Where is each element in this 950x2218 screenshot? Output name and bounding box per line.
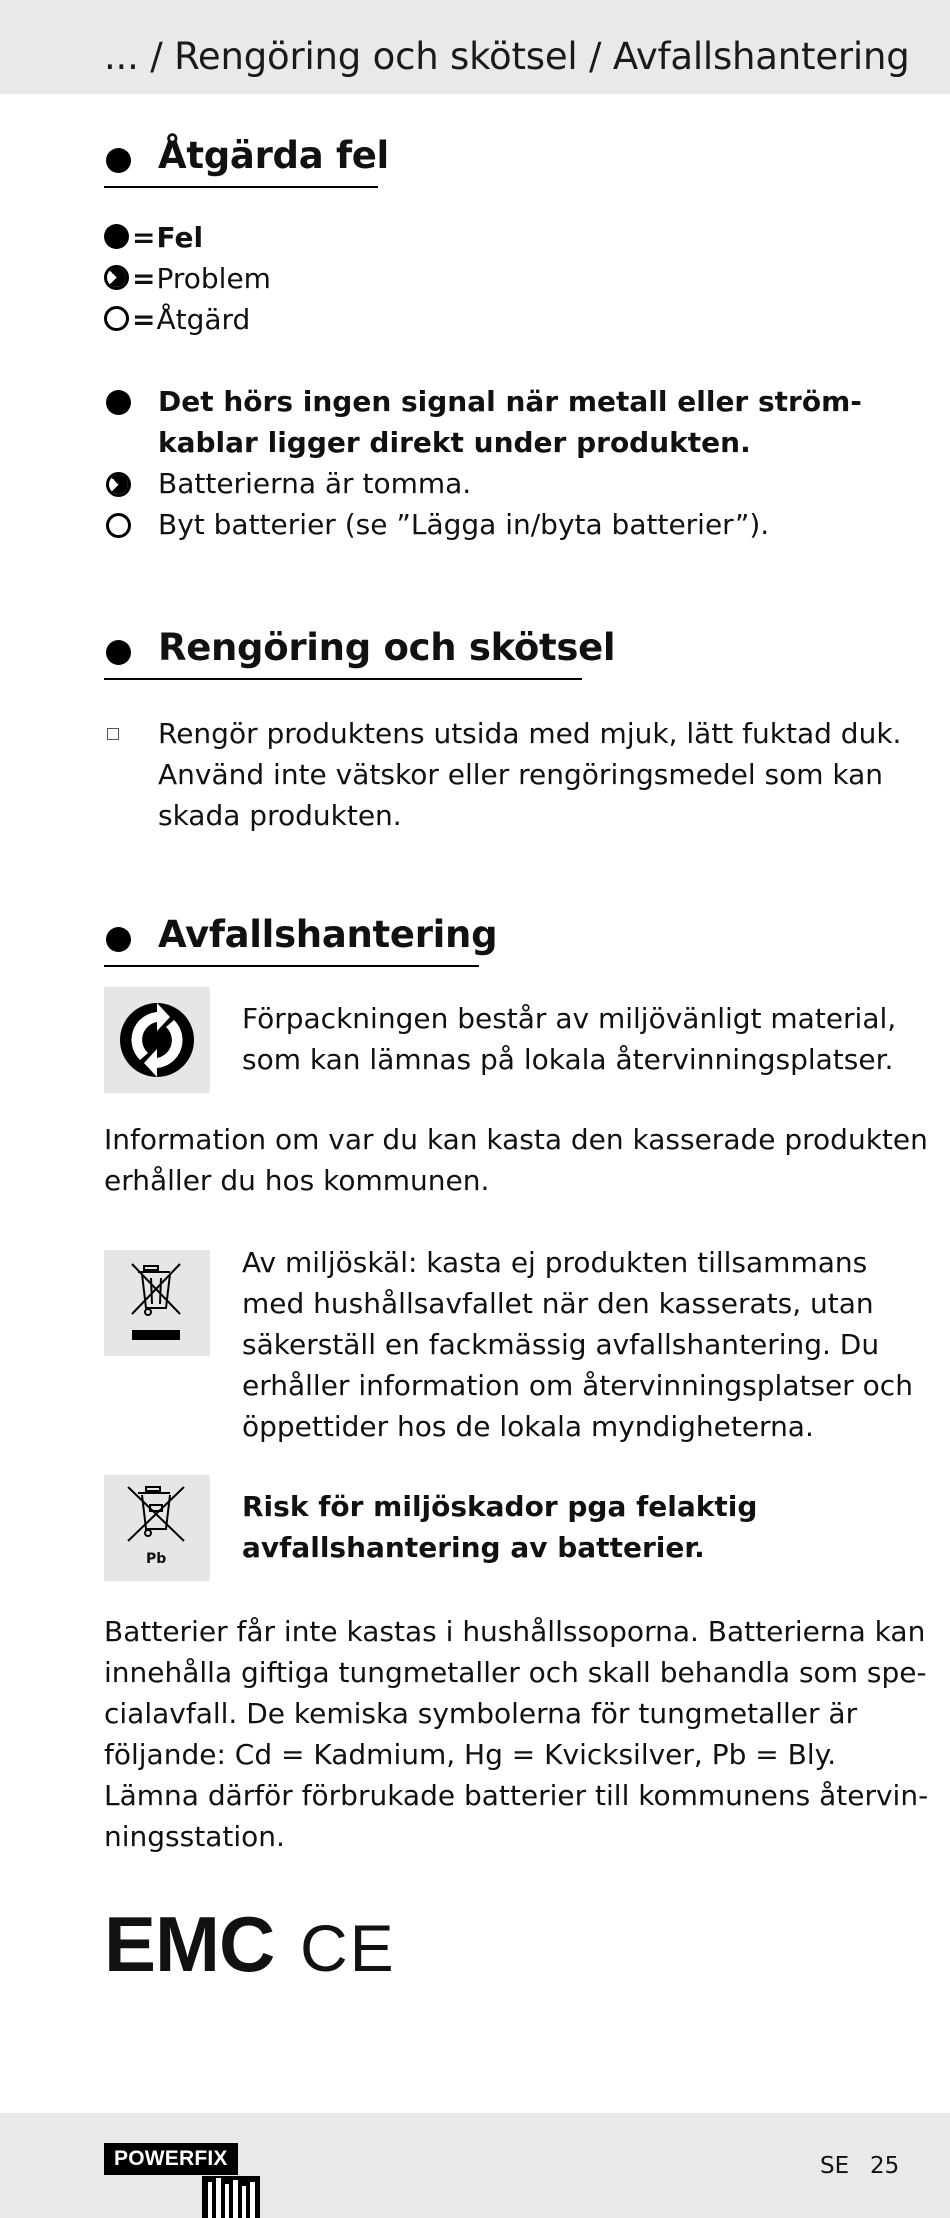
legend-row-action: =Åtgärd	[104, 302, 250, 338]
action-bullet-icon	[106, 513, 131, 538]
ce-mark: CE	[300, 1911, 396, 1985]
heading-underline	[104, 678, 582, 680]
heading-text: Avfallshantering	[158, 913, 498, 956]
legend-row-problem: =Problem	[104, 261, 271, 297]
tools-logo-icon	[200, 2172, 262, 2218]
heading-bullet-icon	[106, 927, 131, 952]
heading-text: Rengöring och skötsel	[158, 626, 616, 669]
brand-logo: POWERFIX	[104, 2143, 238, 2175]
footer-language: SE	[820, 2153, 850, 2179]
problem-bullet-icon	[106, 472, 131, 497]
legend-label: Åtgärd	[156, 303, 251, 336]
battery-disposal-icon-box	[104, 1475, 210, 1581]
page-number: 25	[870, 2153, 900, 2179]
heading-underline	[104, 965, 479, 967]
legend-label: Fel	[156, 221, 204, 254]
legend-row-fault: =Fel	[104, 220, 203, 256]
checkbox-bullet-icon	[107, 728, 119, 740]
disposal-info-text: Information om var du kan kasta den kasserade produkten erhåller du hos kommunen.	[104, 1123, 928, 1197]
emc-mark: EMC	[104, 1900, 275, 1988]
page-header	[0, 0, 950, 94]
page-title: ... / Rengöring och skötsel / Avfallshantering	[104, 35, 910, 78]
recycling-icon	[104, 987, 210, 1093]
battery-icon-label: Pb	[146, 1551, 167, 1567]
empty-circle-icon	[104, 306, 129, 331]
heading-bullet-icon	[106, 148, 131, 173]
cleaning-text: Rengör produktens utsida med mjuk, lätt fuktad duk. Använd inte vätskor eller rengöringsmedel som kan skada produkten.	[158, 717, 902, 832]
heading-underline	[104, 186, 378, 188]
problem-text: Batterierna är tomma.	[158, 467, 472, 500]
heading-bullet-icon	[106, 640, 131, 665]
crossed-bin-icon	[104, 1250, 210, 1356]
filled-circle-icon	[104, 224, 129, 249]
weee-text: Av miljöskäl: kasta ej produkten tillsammans med hushållsavfallet när den kasserats, utan säkerställ en fackmässig avfallshantering. Du erhåller information om återvinningsplatser och öppettider hos de lokala myndigheterna.	[242, 1246, 913, 1443]
battery-warning: Risk för miljöskador pga felaktig avfallshantering av batterier.	[242, 1490, 758, 1564]
weee-icon-box	[104, 1250, 210, 1356]
battery-text: Batterier får inte kastas i hushållssoporna. Batterierna kan innehålla giftiga tungmetaller och skall behandla som spe- cialavfall. De kemiska symbolerna för tungmetaller är följande: Cd = Kadmium, Hg = Kvicksilver, Pb = Bly. Lämna därför förbrukade batterier till kommunens återvin- ningsstation.	[104, 1615, 929, 1853]
half-circle-icon	[104, 265, 129, 290]
recycling-icon-box	[104, 987, 210, 1093]
heading-text: Åtgärda fel	[158, 134, 389, 177]
legend-label: Problem	[156, 262, 271, 295]
action-text: Byt batterier (se ”Lägga in/byta batterier”).	[158, 508, 770, 541]
fault-bullet-icon	[106, 390, 131, 415]
fault-description: Det hörs ingen signal när metall eller ström- kablar ligger direkt under produkten.	[158, 385, 862, 459]
packaging-text: Förpackningen består av miljövänligt material, som kan lämnas på lokala återvinningsplatser.	[242, 1002, 897, 1076]
